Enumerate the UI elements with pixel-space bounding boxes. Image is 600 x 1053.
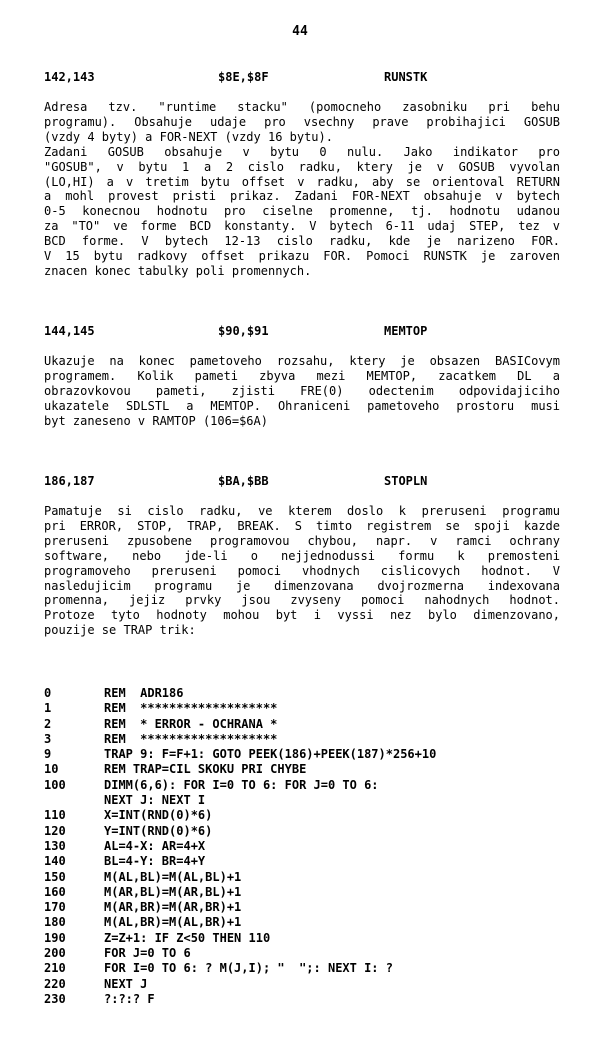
description-line: Ukazuje na konec pametoveho rozsahu, ktery je obsazen BASICovym (44, 354, 560, 368)
statement: Y=INT(RND(0)*6) (104, 823, 213, 838)
description-line: Pamatuje si cislo radku, ve kterem doslo k preruseni programu (44, 504, 560, 518)
description-line: programem. Kolik pameti zbyva mezi MEMTOP, zacatkem DL a (44, 368, 560, 383)
section-memtop (44, 324, 560, 429)
line-number: 200 (44, 946, 66, 961)
section-header (44, 70, 560, 88)
hex-address: $8E,$8F (218, 70, 269, 84)
statement: REM ******************* (104, 731, 278, 746)
section-description (44, 354, 560, 429)
code-line (44, 839, 564, 854)
code-line (44, 900, 564, 915)
code-line (44, 717, 564, 732)
statement: Z=Z+1: IF Z<50 THEN 110 (104, 930, 271, 945)
hex-address: $90,$91 (218, 324, 269, 338)
description-line: (LO,HI) a v tretim bytu offset v radku, aby se orientoval RETURN (44, 174, 560, 189)
code-line (44, 992, 564, 1007)
statement: DIMM(6,6): FOR I=0 TO 6: FOR J=0 TO 6: (104, 777, 379, 792)
section-stopln (44, 474, 560, 638)
line-number: 1 (44, 701, 52, 716)
description-line: "GOSUB", v bytu 1 a 2 cislo radku, ktery je v GOSUB vyvolan (44, 159, 560, 174)
code-line (44, 701, 564, 716)
line-number: 9 (44, 747, 52, 762)
statement: NEXT J (104, 976, 148, 991)
code-line (44, 946, 564, 961)
statement: M(AR,BL)=M(AR,BL)+1 (104, 884, 242, 899)
line-number: 130 (44, 838, 66, 853)
line-number: 140 (44, 854, 66, 869)
statement: M(AL,BL)=M(AL,BL)+1 (104, 869, 242, 884)
code-line (44, 931, 564, 946)
decimal-address: 142,143 (44, 70, 95, 84)
description-line: promenna, jejiz prvky jsou zvyseny pomoci nahodnych hodnot. (44, 593, 560, 608)
statement: M(AR,BR)=M(AR,BR)+1 (104, 900, 242, 915)
description-line: BCD forme. V bytech 12-13 cislo radku, kde je narizeno FOR. (44, 234, 560, 249)
description-line: 0-5 konecnou hodnotu pro ciselne promenne, tj. hodnotu udanou (44, 204, 560, 219)
line-number: 210 (44, 961, 66, 976)
statement: REM TRAP=CIL SKOKU PRI CHYBE (104, 762, 307, 777)
section-description (44, 100, 560, 279)
description-line: za "TO" ve forme BCD konstanty. V bytech 6-11 udaj STEP, tez v (44, 219, 560, 234)
description-line: obrazovkovou pameti, zjisti FRE(0) odectenim odpovidajiciho (44, 383, 560, 398)
register-name: STOPLN (384, 474, 428, 488)
line-number: 170 (44, 900, 66, 915)
description-line: Adresa tzv. "runtime stacku" (pomocneho zasobniku pri behu (44, 100, 560, 114)
code-line (44, 870, 564, 885)
statement: NEXT J: NEXT I (104, 793, 206, 808)
code-line (44, 824, 564, 839)
statement: AL=4-X: AR=4+X (104, 838, 206, 853)
description-line: pouzije se TRAP trik: (44, 623, 196, 638)
description-line: pri ERROR, STOP, TRAP, BREAK. S timto registrem se spoji kazde (44, 518, 560, 533)
basic-program-listing (44, 686, 564, 1007)
statement: BL=4-Y: BR=4+Y (104, 854, 206, 869)
statement: REM ADR186 (104, 686, 184, 700)
line-number: 120 (44, 823, 66, 838)
description-line: byt zaneseno v RAMTOP (106=$6A) (44, 413, 268, 428)
description-line: Zadani GOSUB obsahuje v bytu 0 nulu. Jako indikator pro (44, 144, 560, 159)
line-number: 180 (44, 915, 66, 930)
description-line: preruseni zpusobene programovou chybou, napr. v ramci ochrany (44, 533, 560, 548)
decimal-address: 144,145 (44, 324, 95, 338)
description-line: nasledujicim programu je dimenzovana dvojrozmerna indexovana (44, 578, 560, 593)
statement: FOR J=0 TO 6 (104, 946, 191, 961)
statement: REM * ERROR - OCHRANA * (104, 716, 278, 731)
line-number: 230 (44, 991, 66, 1006)
line-number: 100 (44, 777, 66, 792)
code-line (44, 762, 564, 777)
line-number: 220 (44, 976, 66, 991)
description-line: programoveho preruseni pomoci vhodnych cislicovych hodnot. V (44, 563, 560, 578)
code-line (44, 793, 564, 808)
statement: X=INT(RND(0)*6) (104, 808, 213, 823)
description-line: (vzdy 4 byty) a FOR-NEXT (vzdy 16 bytu). (44, 129, 333, 144)
description-line: ukazatele SDLSTL a MEMTOP. Ohraniceni pametoveho prostoru musi (44, 398, 560, 413)
section-header (44, 474, 560, 492)
decimal-address: 186,187 (44, 474, 95, 488)
description-line: Protoze tyto hodnoty mohou byt i vyssi nez bylo dimenzovano, (44, 608, 560, 623)
section-description (44, 504, 560, 638)
line-number: 0 (44, 686, 52, 700)
description-line: a mohl provest pristi prikaz. Zadani FOR-NEXT obsahuje v bytech (44, 189, 560, 204)
description-line: programu). Obsahuje udaje pro vsechny prave probihajici GOSUB (44, 114, 560, 129)
code-line (44, 686, 564, 701)
description-line: znacen konec tabulky poli promennych. (44, 263, 312, 278)
code-line (44, 885, 564, 900)
line-number: 160 (44, 884, 66, 899)
line-number: 190 (44, 930, 66, 945)
statement: ?:?:? F (104, 991, 155, 1006)
code-line (44, 732, 564, 747)
code-line (44, 977, 564, 992)
register-name: MEMTOP (384, 324, 428, 338)
statement: M(AL,BR)=M(AL,BR)+1 (104, 915, 242, 930)
code-line (44, 747, 564, 762)
statement: TRAP 9: F=F+1: GOTO PEEK(186)+PEEK(187)*256+10 (104, 747, 437, 762)
statement: FOR I=0 TO 6: ? M(J,I); " ";: NEXT I: ? (104, 961, 393, 976)
description-line: software, nebo jde-li o nejjednodussi formu k premosteni (44, 548, 560, 563)
line-number: 2 (44, 716, 52, 731)
section-runstk (44, 70, 560, 279)
statement: REM ******************* (104, 701, 278, 716)
code-line (44, 961, 564, 976)
line-number: 110 (44, 808, 66, 823)
page-number: 44 (292, 24, 308, 39)
description-line: V 15 bytu radkovy offset prikazu FOR. Pomoci RUNSTK je zaroven (44, 249, 560, 264)
code-line (44, 854, 564, 869)
line-number: 150 (44, 869, 66, 884)
line-number: 10 (44, 762, 59, 777)
code-line (44, 915, 564, 930)
code-line (44, 808, 564, 823)
code-line (44, 778, 564, 793)
hex-address: $BA,$BB (218, 474, 269, 488)
section-header (44, 324, 560, 342)
line-number: 3 (44, 731, 52, 746)
register-name: RUNSTK (384, 70, 428, 84)
